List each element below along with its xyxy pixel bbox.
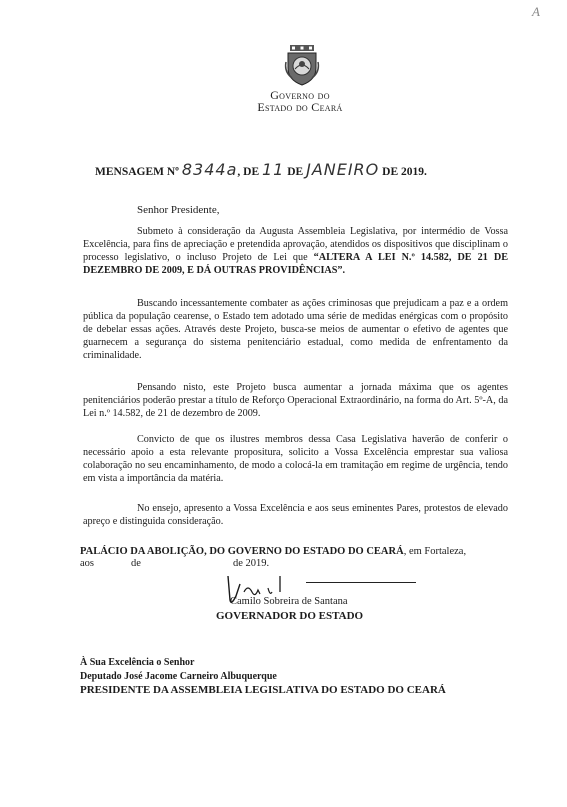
paragraph-2 <box>83 297 508 362</box>
message-year: DE 2019. <box>382 166 427 178</box>
closing-de: de <box>131 558 141 569</box>
signature-line <box>306 582 416 583</box>
closing-place <box>80 545 510 558</box>
recipient-line-2: Deputado José Jacome Carneiro Albuquerque <box>80 671 277 682</box>
closing-place-name: PALÁCIO DA ABOLIÇÃO, DO GOVERNO DO ESTADO DO CEARÁ <box>80 546 404 557</box>
message-de-2: DE <box>287 166 304 178</box>
header-estado: Estado do Ceará <box>257 100 343 114</box>
paragraph-3 <box>83 381 508 420</box>
paragraph-5-text: No ensejo, apresento a Vossa Excelência e aos seus eminentes Pares, protestos de elevado apreço e distinguida consideração. <box>83 503 508 527</box>
salutation: Senhor Presidente, <box>137 204 220 216</box>
paragraph-5 <box>83 502 508 528</box>
recipient-line-3: PRESIDENTE DA ASSEMBLEIA LEGISLATIVA DO ESTADO DO CEARÁ <box>80 684 446 696</box>
page-number-mark: A <box>532 4 540 19</box>
handwritten-month: JANEIRO <box>306 160 380 179</box>
paragraph-4-text: Convicto de que os ilustres membros dessa Casa Legislativa haverão de conferir o necessário apoio a esta relevante propositura, solicito a Vossa Excelência emprestar sua valiosa colaboração no seu encaminhamento, de modo a colocá-la em tramitação em regime de urgência, tendo em vista a importância da matéria. <box>83 434 508 484</box>
header-governo: Governo do <box>270 88 330 102</box>
paragraph-3-text: Pensando nisto, este Projeto busca aumentar a jornada máxima que os agentes penitenciários poderão prestar a título de Reforço Operacional Extraordinário, na forma do Art. 5º-A, da Lei n.º 14.582, de 21 de dezembro de 2009. <box>83 382 508 419</box>
recipient-line-1: À Sua Excelência o Senhor <box>80 657 195 668</box>
message-de-1: , DE <box>237 166 260 178</box>
message-prefix: MENSAGEM Nº <box>95 166 179 178</box>
paragraph-1-bill-title: “ALTERA A LEI N.º 14.582, DE 21 DE DEZEMBRO DE 2009, E DÁ OUTRAS PROVIDÊNCIAS”. <box>83 252 508 276</box>
government-header <box>200 89 400 113</box>
state-coat-of-arms-icon <box>284 44 320 86</box>
paragraph-4 <box>83 433 508 485</box>
paragraph-1-text: Submeto à consideração da Augusta Assembleia Legislativa, por intermédio de Vossa Excelência, para fins de apreciação e pretendida aprovação, atendidos os dispositivos que disciplinam o processo legislativo, o incluso Projeto de Lei que <box>83 226 508 263</box>
handwritten-message-number: 8344a <box>181 160 238 179</box>
paragraph-2-text: Buscando incessantemente combater as ações criminosas que prejudicam a paz e a ordem pública da população cearense, o Estado tem adotado uma série de medidas enérgicas com o propósito de debelar essas ações. Através deste Projeto, busca-se meios de aumentar o efetivo de agentes que guarnecem a segurança do sistema penitenciário estadual, como medida de enfrentamento da criminalidade. <box>83 298 508 361</box>
handwritten-day: 11 <box>262 160 285 179</box>
handwritten-signature <box>222 570 312 614</box>
signer-name: Camilo Sobreira de Santana <box>230 596 348 607</box>
closing-aos: aos <box>80 558 94 569</box>
closing-year: de 2019. <box>233 558 270 569</box>
closing-city: , em Fortaleza, <box>403 546 467 557</box>
signer-title: GOVERNADOR DO ESTADO <box>216 610 364 622</box>
message-number-line <box>95 160 427 179</box>
paragraph-1 <box>83 225 508 277</box>
